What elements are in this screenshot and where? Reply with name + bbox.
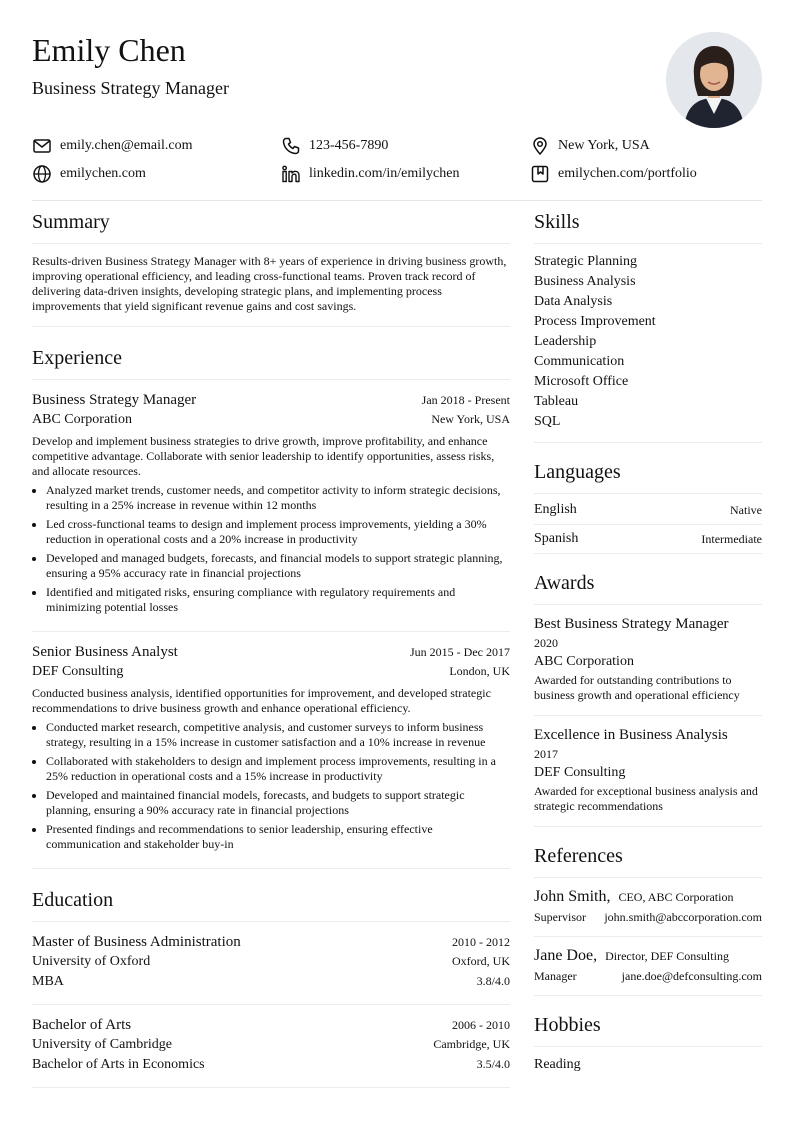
reference-role: CEO, ABC Corporation xyxy=(618,890,734,904)
language-item xyxy=(534,496,762,525)
candidate-title: Business Strategy Manager xyxy=(32,78,229,98)
reference-email[interactable]: john.smith@abccorporation.com xyxy=(604,910,762,924)
contact-portfolio[interactable] xyxy=(530,162,697,186)
job-title: Senior Business Analyst xyxy=(32,644,178,660)
website-text[interactable]: emilychen.com xyxy=(60,166,146,181)
language-name: English xyxy=(534,502,577,517)
skill-item: Tableau xyxy=(534,394,579,409)
school-location: Cambridge, UK xyxy=(433,1037,510,1051)
job-description: Conducted business analysis, identified opportunities for improvement, and developed strategic recommendations to drive business growth and enhance operational efficiency. xyxy=(32,686,491,715)
hobbies-section xyxy=(534,996,762,1083)
award-item xyxy=(534,716,762,826)
school: University of Cambridge xyxy=(32,1037,172,1052)
field-of-study: MBA xyxy=(32,974,64,989)
awards-section xyxy=(534,554,762,827)
hobby-item: Reading xyxy=(534,1057,581,1072)
skill-item: Communication xyxy=(534,354,625,369)
reference-item xyxy=(534,937,762,995)
side-column xyxy=(534,201,762,1083)
award-year: 2017 xyxy=(534,747,558,761)
award-description: Awarded for outstanding contributions to business growth and operational efficiency xyxy=(534,673,740,702)
experience-heading: Experience xyxy=(32,327,510,380)
candidate-name: Emily Chen xyxy=(32,32,186,68)
references-heading: References xyxy=(534,827,762,878)
reference-name: Jane Doe, xyxy=(534,947,598,964)
references-section xyxy=(534,827,762,996)
bullet-item: • Identified and mitigated risks, ensuring compliance with regulatory requirements and minimizing potential losses xyxy=(46,585,510,615)
linkedin-icon xyxy=(281,164,301,184)
bullet-item: • Analyzed market trends, customer needs, and competitor activity to inform strategic decisions, resulting in a 25% increase in revenue within 12 months xyxy=(46,483,510,513)
gpa: 3.8/4.0 xyxy=(476,974,510,988)
education-heading: Education xyxy=(32,869,510,922)
summary-section xyxy=(32,201,510,327)
avatar xyxy=(666,32,762,128)
language-item xyxy=(534,525,762,553)
hobbies-heading: Hobbies xyxy=(534,996,762,1047)
summary-text: Results-driven Business Strategy Manager with 8+ years of experience in driving business growth, improving operational efficiency, and leading cross-functional teams. Proven track record of delivering data-driven insights, developing strategic plans, and implementing process improvements that yield significant revenue gains and cost savings. xyxy=(32,254,507,313)
skill-item: Microsoft Office xyxy=(534,374,629,389)
bullet-item: • Presented findings and recommendations to senior leadership, ensuring effective communication and stakeholder buy-in xyxy=(46,822,510,852)
award-title: Excellence in Business Analysis xyxy=(534,727,728,743)
education-item xyxy=(32,922,510,1005)
skills-heading: Skills xyxy=(534,201,762,244)
language-name: Spanish xyxy=(534,531,579,546)
phone-icon xyxy=(281,136,301,156)
job-company: ABC Corporation xyxy=(32,412,132,427)
contact-email[interactable] xyxy=(32,134,193,158)
award-description: Awarded for exceptional business analysis and strategic recommendations xyxy=(534,784,758,813)
skill-item: Strategic Planning xyxy=(534,254,638,269)
main-column xyxy=(32,201,510,1088)
degree: Bachelor of Arts xyxy=(32,1017,132,1033)
summary-heading: Summary xyxy=(32,201,510,244)
bullet-item: • Conducted market research, competitive analysis, and customer surveys to inform business strategy, resulting in a 15% increase in customer satisfaction and a 10% increase in revenue xyxy=(46,720,510,750)
contact-location xyxy=(530,134,650,158)
award-org: ABC Corporation xyxy=(534,654,634,669)
gpa: 3.5/4.0 xyxy=(476,1057,510,1071)
experience-section xyxy=(32,327,510,869)
reference-item xyxy=(534,878,762,937)
portfolio-bookmark-icon xyxy=(530,164,550,184)
contact-phone[interactable] xyxy=(281,134,388,158)
contact-linkedin[interactable] xyxy=(281,162,459,186)
contact-website[interactable] xyxy=(32,162,146,186)
education-dates: 2010 - 2012 xyxy=(452,935,510,949)
reference-name: John Smith, xyxy=(534,888,611,905)
job-bullets xyxy=(32,483,510,615)
language-level: Native xyxy=(730,502,762,517)
job-dates: Jun 2015 - Dec 2017 xyxy=(410,645,510,659)
job-location: New York, USA xyxy=(431,412,510,426)
bullet-item: • Developed and maintained financial models, forecasts, and budgets to support strategic planning, ensuring a 90% accuracy rate in financial projections xyxy=(46,788,510,818)
location-pin-icon xyxy=(530,136,550,156)
job-location: London, UK xyxy=(449,664,510,678)
job-bullets xyxy=(32,720,510,852)
bullet-item: • Collaborated with stakeholders to design and implement process improvements, resulting in a 25% reduction in operational costs and a 15% increase in productivity xyxy=(46,754,510,784)
school: University of Oxford xyxy=(32,954,151,969)
award-year: 2020 xyxy=(534,636,558,650)
email-text[interactable]: emily.chen@email.com xyxy=(60,138,193,153)
reference-email[interactable]: jane.doe@defconsulting.com xyxy=(621,969,762,983)
skill-item: Data Analysis xyxy=(534,294,613,309)
skills-section xyxy=(534,201,762,443)
skill-item: Business Analysis xyxy=(534,274,636,289)
education-item xyxy=(32,1005,510,1087)
education-dates: 2006 - 2010 xyxy=(452,1018,510,1032)
bullet-item: • Led cross-functional teams to design and implement process improvements, yielding a 30% reduction in operational costs and a 20% increase in productivity xyxy=(46,517,510,547)
award-org: DEF Consulting xyxy=(534,765,626,780)
degree: Master of Business Administration xyxy=(32,934,241,950)
linkedin-text[interactable]: linkedin.com/in/emilychen xyxy=(309,166,460,181)
school-location: Oxford, UK xyxy=(452,954,510,968)
experience-item xyxy=(32,380,510,632)
reference-relation: Manager xyxy=(534,969,577,983)
skill-item: SQL xyxy=(534,414,561,429)
job-company: DEF Consulting xyxy=(32,664,124,679)
field-of-study: Bachelor of Arts in Economics xyxy=(32,1057,205,1072)
awards-heading: Awards xyxy=(534,554,762,605)
location-text: New York, USA xyxy=(558,138,650,153)
experience-item xyxy=(32,632,510,868)
job-title: Business Strategy Manager xyxy=(32,392,197,408)
skill-item: Leadership xyxy=(534,334,597,349)
skill-item: Process Improvement xyxy=(534,314,656,329)
portfolio-text[interactable]: emilychen.com/portfolio xyxy=(558,166,697,181)
education-section xyxy=(32,869,510,1088)
globe-icon xyxy=(32,164,52,184)
award-item xyxy=(534,605,762,716)
bullet-item: • Developed and managed budgets, forecasts, and financial models to support strategic planning, ensuring a 95% accuracy rate in financial projections xyxy=(46,551,510,581)
reference-role: Director, DEF Consulting xyxy=(605,949,729,963)
language-level: Intermediate xyxy=(701,531,762,546)
job-dates: Jan 2018 - Present xyxy=(421,393,510,407)
reference-relation: Supervisor xyxy=(534,910,586,924)
award-title: Best Business Strategy Manager xyxy=(534,616,729,632)
mail-icon xyxy=(32,136,52,156)
languages-heading: Languages xyxy=(534,443,762,494)
languages-section xyxy=(534,443,762,554)
job-description: Develop and implement business strategies to drive growth, improve profitability, and enhance competitive advantage. Collaborate with senior leadership to identify opportunities, assess risks, and allocate resources. xyxy=(32,434,495,478)
phone-text[interactable]: 123-456-7890 xyxy=(309,138,389,153)
